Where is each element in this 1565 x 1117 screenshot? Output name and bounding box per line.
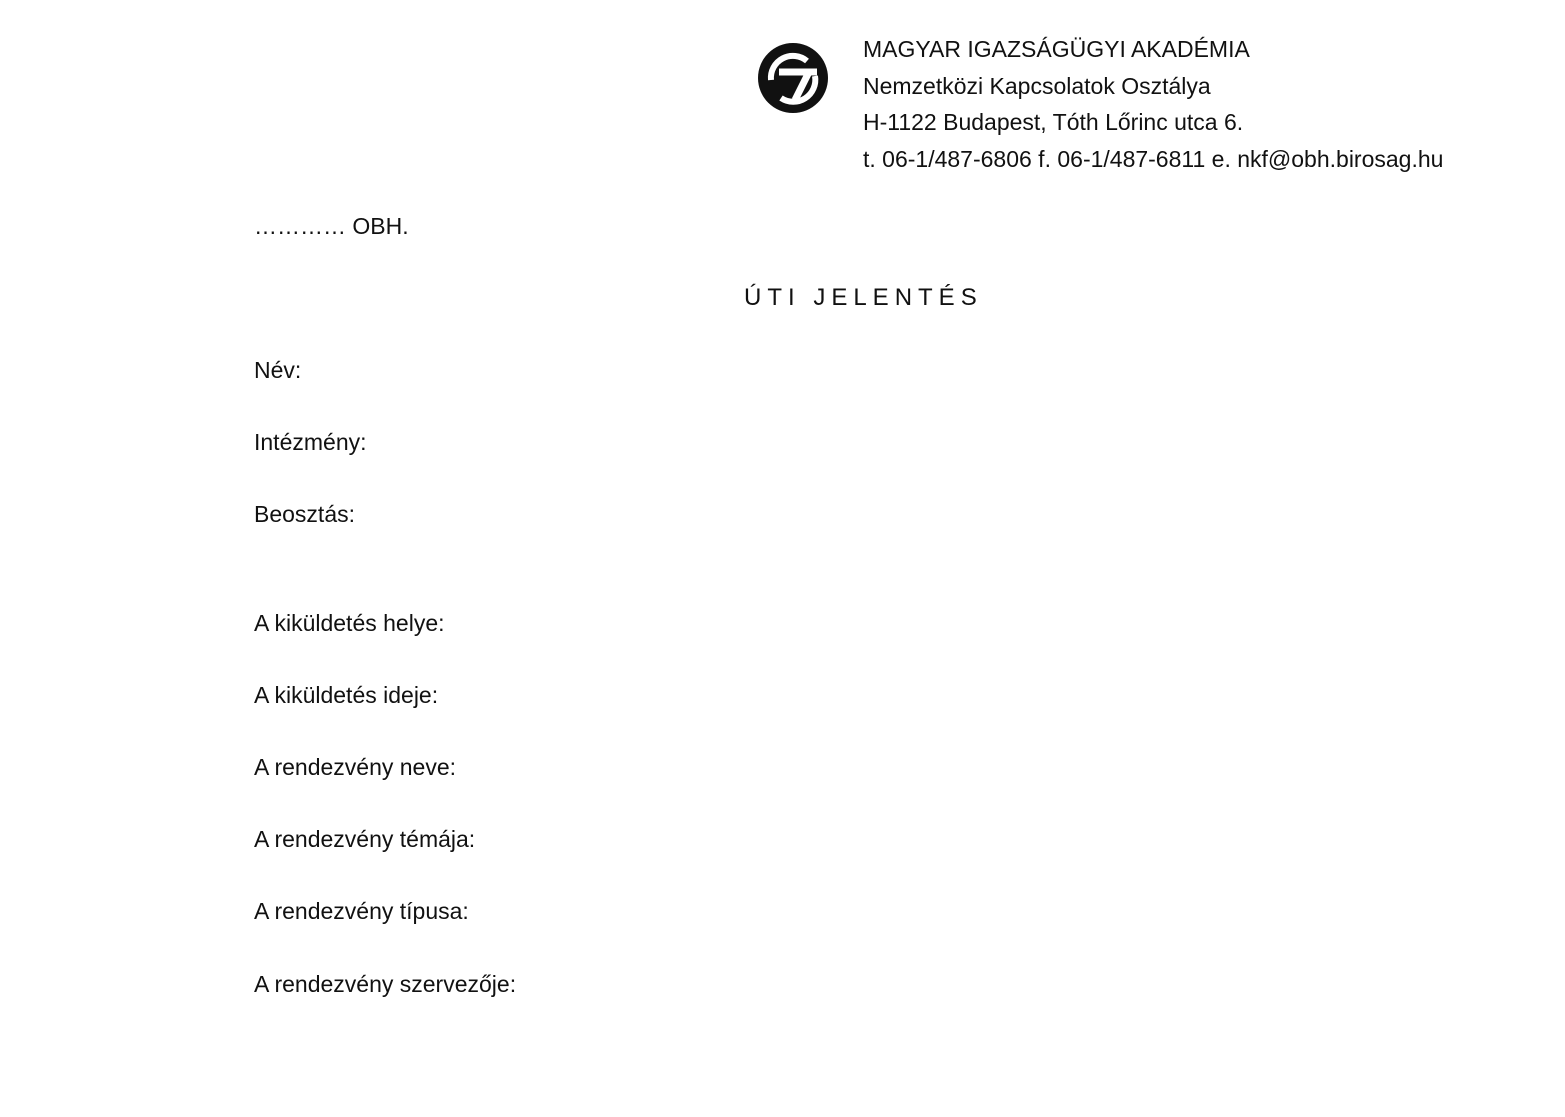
field-label-event-type: A rendezvény típusa: [254, 898, 469, 924]
field-label-name: Név: [254, 357, 302, 383]
field-label-event-topic: A rendezvény témája: [254, 826, 476, 852]
contact-info: t. 06-1/487-6806 f. 06-1/487-6811 e. nkf@obh.birosag.hu [863, 145, 1444, 172]
field-label-mission-time: A kiküldetés ideje: [254, 682, 439, 708]
field-label-position: Beosztás: [254, 501, 355, 527]
field-label-institution: Intézmény: [254, 429, 367, 455]
reference-number: ………… OBH. [254, 213, 409, 239]
department-name: Nemzetközi Kapcsolatok Osztálya [863, 72, 1211, 99]
field-label-event-organizer: A rendezvény szervezője: [254, 971, 517, 997]
letterhead [863, 31, 1443, 177]
field-label-event-name: A rendezvény neve: [254, 754, 457, 780]
address: H-1122 Budapest, Tóth Lőrinc utca 6. [863, 109, 1244, 135]
page-title: ÚTI JELENTÉS [744, 284, 983, 311]
court-emblem-icon [757, 42, 829, 114]
field-label-mission-place: A kiküldetés helye: [254, 610, 445, 636]
organization-name: MAGYAR IGAZSÁGÜGYI AKADÉMIA [863, 36, 1250, 62]
